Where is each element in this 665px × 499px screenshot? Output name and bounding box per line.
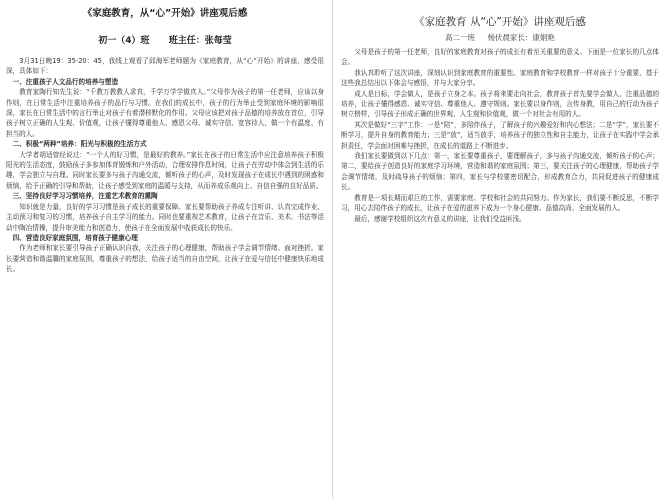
right-page-class: 高二一班 xyxy=(445,33,476,42)
right-document-page xyxy=(335,0,665,499)
body-paragraph: 成人是目标，学会做人，是孩子立身之本。孩子将来要走向社会，教育孩子首先要学会做人，注重品德的培养，让孩子懂得感恩、诚实守信、尊重他人、遵守规则。家长要以身作则，言传身教，用自己的行动为孩子树立榜样，引导孩子形成正确的世界观、人生观和价值观，做一个对社会有用的人。 xyxy=(341,89,659,119)
section-heading: 二、积极“两种”培养：阳光与积极的生活方式 xyxy=(12,140,147,149)
left-page-body xyxy=(6,56,324,275)
left-page-byline xyxy=(0,33,330,46)
right-page-title: 《家庭教育 从“心”开始》讲座观后感 xyxy=(414,16,586,28)
body-paragraph: 父母是孩子的第一任老师，良好的家庭教育对孩子的成长有着至关重要的意义。下面是一位家长的几点体会。 xyxy=(341,48,659,67)
body-paragraph: 我们家长要做到以下几点：第一，家长要尊重孩子，要理解孩子，多与孩子沟通交流，倾听孩子的心声；第二，要给孩子创造良好的家庭学习环境，营造和谐的家庭氛围；第三，要关注孩子的心理健康，帮助孩子学会调节情绪，及时疏导孩子的烦恼；第四，家长与学校要密切配合，形成教育合力，共同促进孩子的健康成长。 xyxy=(341,152,659,192)
section-heading: 三、坚持良好学习习惯培养，注重艺术教育的熏陶 xyxy=(12,192,158,201)
body-paragraph: 其次是做好“三字”工作：一是“陪”，多陪伴孩子，了解孩子的兴趣爱好和内心想法；二是“学”，家长要不断学习，提升自身的教育能力；三是“放”，适当放手，培养孩子的独立性和自主能力，让孩子在实践中学会承担责任，学会面对困难与挫折，在成长的道路上不断进步。 xyxy=(341,120,659,150)
body-paragraph: 作为老师和家长要引导孩子正确认识自我，关注孩子的心理健康，帮助孩子学会调节情绪、面对挫折。家长要营造和谐温馨的家庭氛围，尊重孩子的想法，给孩子适当的自由空间，让孩子在爱与信任中健康快乐地成长。 xyxy=(6,244,324,274)
body-paragraph: 教育是一项长期而艰巨的工作，需要家庭、学校和社会的共同努力。作为家长，我们要不断反思，不断学习，用心去陪伴孩子的成长，让孩子在爱的滋养下成为一个身心健康、品德高尚、全面发展的人。 xyxy=(341,193,659,213)
body-paragraph: 3月31日晚19：35-20：45，我线上观看了邱海军老师题为《家庭教育，从“心”开始》的讲座，感受很深，具体如下： xyxy=(6,57,324,76)
right-page-byline xyxy=(335,32,665,43)
left-page-title: 《家庭教育，从“心”开始》讲座观后感 xyxy=(82,8,248,19)
left-page-class: 初一（4）班 xyxy=(98,36,150,46)
right-page-author: 杨伏晨家长：康娟艳 xyxy=(487,33,555,42)
body-paragraph: 教育家陶行知先生说：“千教万教教人求真，千学万学学做真人。”父母作为孩子的第一任老师，应该以身作则，在日常生活中注重培养孩子的品行与习惯。在我们的成长中，孩子的行为举止受到家庭环境的影响很深，家长在日常生活中的言行举止对孩子有着潜移默化的作用。父母应该把对孩子品德的培养放在首位，引导孩子树立正确的人生观、价值观，让孩子懂得尊重他人、感恩父母、诚实守信、宽容待人，做一个有温度、有担当的人。 xyxy=(6,88,324,138)
right-page-body xyxy=(341,47,659,224)
body-paragraph: 知识就是力量，良好的学习习惯是孩子成长的重要保障。家长要帮助孩子养成专注听讲、认真完成作业、主动预习和复习的习惯，培养孩子自主学习的能力。同时也要重视艺术教育，让孩子在音乐、美术、书法等活动中陶冶情操，提升审美能力和创造力，使孩子在全面发展中收获成长的快乐。 xyxy=(6,202,324,232)
body-paragraph: 我认真聆听了这次讲座，深刻认识到家庭教育的重要性。家庭教育和学校教育一样对孩子十分重要，基于这些我总结出以下体会与感悟，并与大家分享。 xyxy=(341,68,659,88)
body-paragraph: 最后，感谢学校组织这次有意义的讲座，让我们受益匪浅。 xyxy=(354,214,526,223)
body-paragraph: 大学者胡适曾经说过：“一个人的好习惯，是最好的教养。”家长在孩子的日常生活中应注意培养孩子积极阳光的生活态度，鼓励孩子多参加体育锻炼和户外活动，合理安排作息时间，让孩子在劳动中体会到生活的乐趣，学会独立与自理。同时家长要多与孩子沟通交流，倾听孩子的心声，及时发现孩子在成长中遇到的困惑和烦恼，给予正确的引导和帮助，让孩子感受到家庭的温暖与支持，从而养成乐观向上、自信自强的良好品质。 xyxy=(6,150,324,190)
left-page-author: 班主任：张每莹 xyxy=(168,36,232,46)
page-divider xyxy=(332,0,333,499)
section-heading: 一、注重孩子人文品行的培养与塑造 xyxy=(12,77,119,86)
left-document-page xyxy=(0,0,330,499)
section-heading: 四、营造良好家庭氛围，培育孩子健康心理 xyxy=(12,233,138,242)
